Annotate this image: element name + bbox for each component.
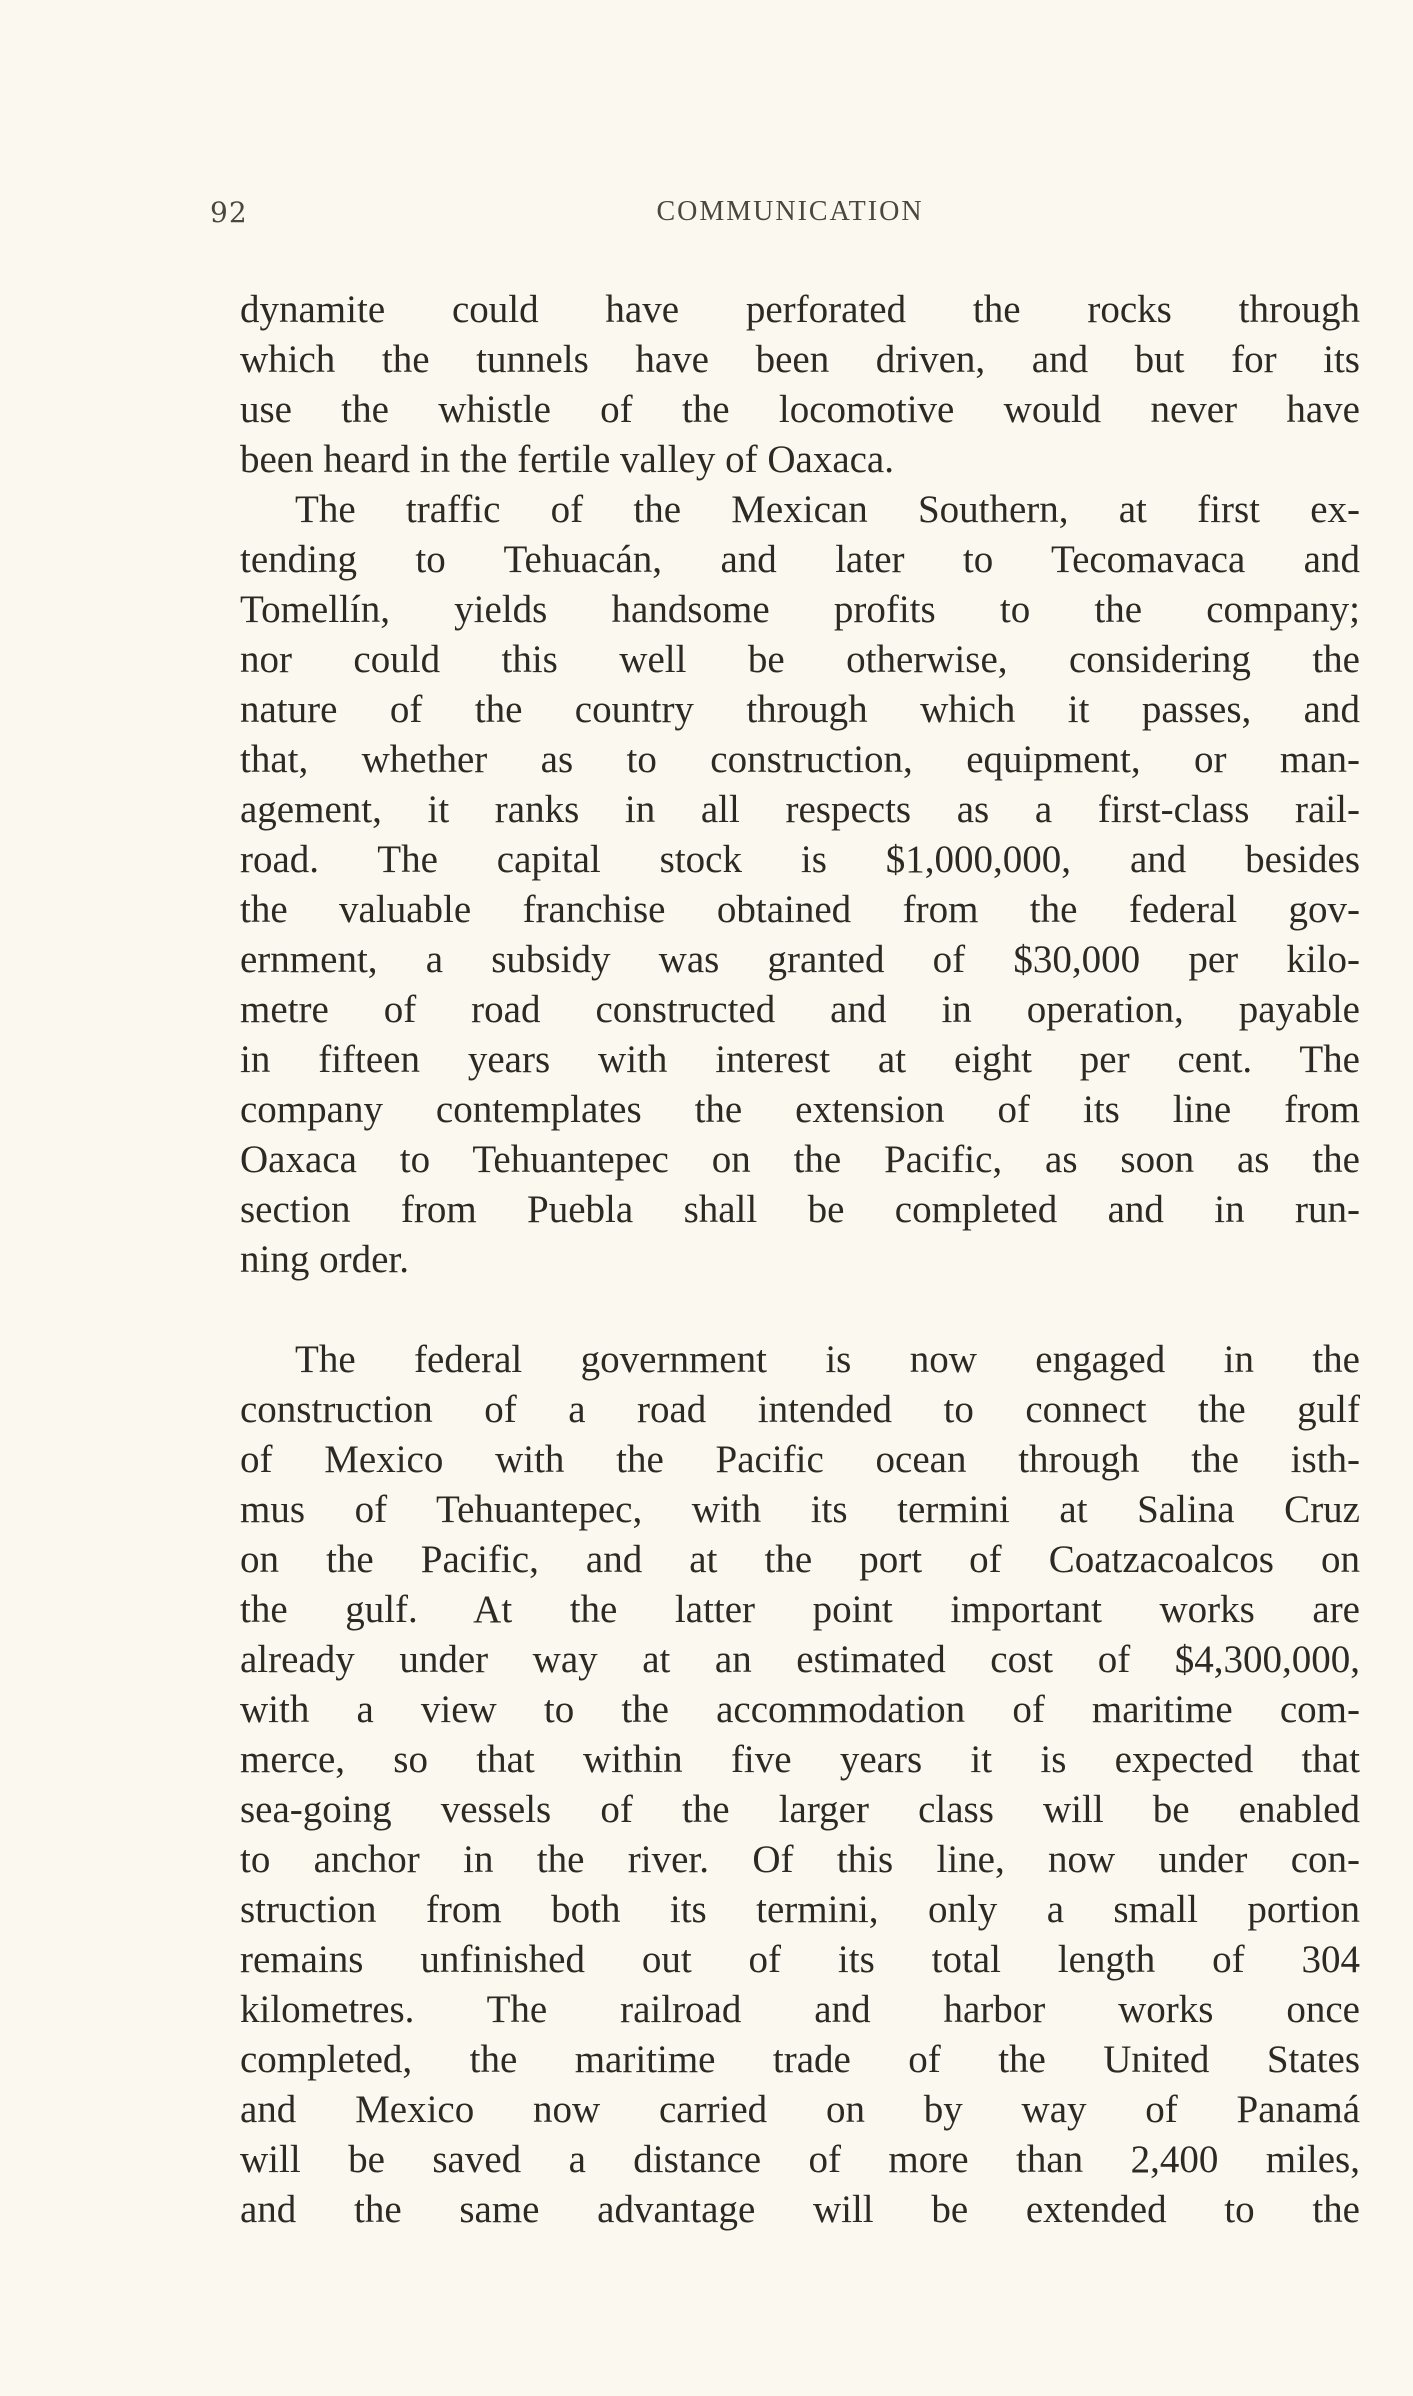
- text-line: and the same advantage will be extended to the: [240, 2188, 1360, 2231]
- text-line: ernment, a subsidy was granted of $30,000 per kilo-: [240, 938, 1360, 981]
- text-line: company contemplates the extension of its line from: [240, 1088, 1360, 1131]
- text-line: kilometres. The railroad and harbor works once: [240, 1988, 1360, 2031]
- text-line: The federal government is now engaged in the: [295, 1338, 1360, 1381]
- text-line: already under way at an estimated cost of $4,300,000,: [240, 1638, 1360, 1681]
- paragraph-3: [240, 1335, 1360, 2235]
- page-header: [210, 196, 1370, 246]
- text-line: that, whether as to construction, equipment, or man-: [240, 738, 1360, 781]
- section-gap: [240, 1285, 1360, 1335]
- text-line: mus of Tehuantepec, with its termini at Salina Cruz: [240, 1488, 1360, 1531]
- text-line: the gulf. At the latter point important works are: [240, 1588, 1360, 1631]
- text-line: The traffic of the Mexican Southern, at first ex-: [295, 488, 1360, 531]
- text-line: use the whistle of the locomotive would never have: [240, 388, 1360, 431]
- running-head: COMMUNICATION: [656, 196, 924, 227]
- text-line: completed, the maritime trade of the United States: [240, 2038, 1360, 2081]
- text-line: section from Puebla shall be completed and in run-: [240, 1188, 1360, 1231]
- text-line: agement, it ranks in all respects as a first-class rail-: [240, 788, 1360, 831]
- text-line: and Mexico now carried on by way of Panamá: [240, 2088, 1360, 2131]
- text-line: dynamite could have perforated the rocks through: [240, 288, 1360, 331]
- text-column: [240, 285, 1360, 2235]
- text-line: in fifteen years with interest at eight per cent. The: [240, 1038, 1360, 1081]
- text-line: will be saved a distance of more than 2,400 miles,: [240, 2138, 1360, 2181]
- text-line: which the tunnels have been driven, and but for its: [240, 338, 1360, 381]
- text-line: to anchor in the river. Of this line, now under con-: [240, 1838, 1360, 1881]
- paragraph-1: [240, 285, 1360, 485]
- text-line: of Mexico with the Pacific ocean through the isth-: [240, 1438, 1360, 1481]
- text-line: ning order.: [240, 1238, 409, 1281]
- paragraph-2: [240, 485, 1360, 1285]
- text-line: struction from both its termini, only a small portion: [240, 1888, 1360, 1931]
- text-line: remains unfinished out of its total length of 304: [240, 1938, 1360, 1981]
- text-line: merce, so that within five years it is expected that: [240, 1738, 1360, 1781]
- text-line: the valuable franchise obtained from the federal gov-: [240, 888, 1360, 931]
- text-line: construction of a road intended to connect the gulf: [240, 1388, 1360, 1431]
- text-line: with a view to the accommodation of maritime com-: [240, 1688, 1360, 1731]
- text-line: sea-going vessels of the larger class will be enabled: [240, 1788, 1360, 1831]
- text-line: nor could this well be otherwise, considering the: [240, 638, 1360, 681]
- text-line: on the Pacific, and at the port of Coatzacoalcos on: [240, 1538, 1360, 1581]
- text-line: road. The capital stock is $1,000,000, and besides: [240, 838, 1360, 881]
- text-line: metre of road constructed and in operation, payable: [240, 988, 1360, 1031]
- text-line: Oaxaca to Tehuantepec on the Pacific, as soon as the: [240, 1138, 1360, 1181]
- text-line: tending to Tehuacán, and later to Tecomavaca and: [240, 538, 1360, 581]
- text-line: nature of the country through which it passes, and: [240, 688, 1360, 731]
- page-number: 92: [210, 196, 248, 229]
- text-line: Tomellín, yields handsome profits to the company;: [240, 588, 1360, 631]
- text-line: been heard in the fertile valley of Oaxaca.: [240, 438, 894, 481]
